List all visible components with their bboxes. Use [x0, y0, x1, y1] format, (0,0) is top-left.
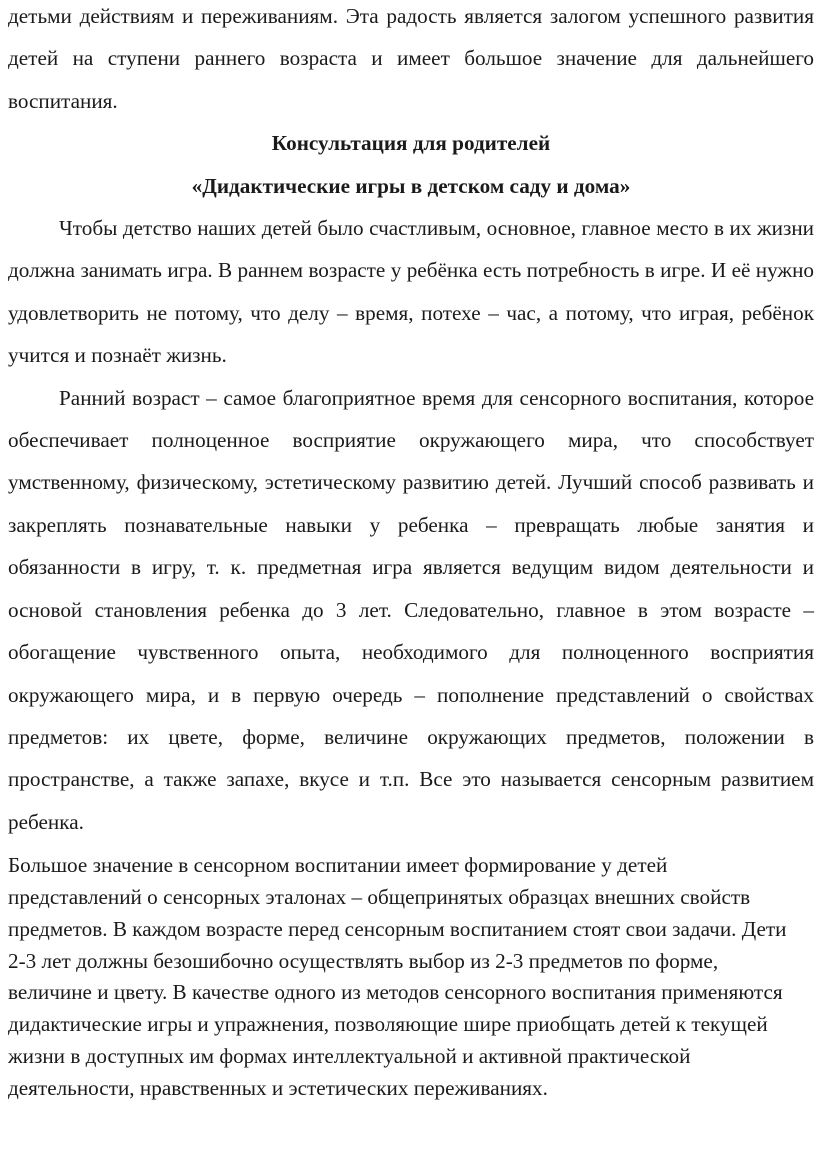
- consultation-title: Консультация для родителей: [271, 131, 551, 156]
- body-paragraph-3: Большое значение в сенсорном воспитании имеет формирование у детей представлений о сенсорных эталонах – общепринятых образцах внешних свойств предметов. В каждом возрасте перед сенсорным воспитанием стоят свои задачи. Дети 2-3 лет должны безошибочно осуществлять выбор из 2-3 предметов по форме, величине и цвету. В качестве одного из методов сенсорного воспитания применяются дидактические игры и упражнения, позволяющие шире приобщать детей к текущей жизни в доступных им формах интеллектуальной и активной практической деятельности, нравственных и эстетических переживаниях.: [8, 853, 787, 1100]
- document-page: [8, 0, 814, 1105]
- intro-paragraph-tail: детьми действиям и переживаниям. Эта радость является залогом успешного развития детей на ступени раннего возраста и имеет большое значение для дальнейшего воспитания.: [8, 4, 814, 113]
- consultation-subtitle: «Дидактические игры в детском саду и дома»: [191, 173, 631, 198]
- body-paragraph-2: Ранний возраст – самое благоприятное время для сенсорного воспитания, которое обеспечивает полноценное восприятие окружающего мира, что способствует умственному, физическому, эстетическому развитию детей. Лучший способ развивать и закреплять познавательные навыки у ребенка – превращать любые занятия и обязанности в игру, т. к. предметная игра является ведущим видом деятельности и основой становления ребенка до 3 лет. Следовательно, главное в этом возрасте – обогащение чувственного опыта, необходимого для полноценного восприятия окружающего мира, и в первую очередь – пополнение представлений о свойствах предметов: их цвете, форме, величине окружающих предметов, положении в пространстве, а также запахе, вкусе и т.п. Все это называется сенсорным развитием ребенка.: [8, 385, 814, 834]
- body-paragraph-1: Чтобы детство наших детей было счастливым, основное, главное место в их жизни должна занимать игра. В раннем возрасте у ребёнка есть потребность в игре. И её нужно удовлетворить не потому, что делу – время, потехе – час, а потому, что играя, ребёнок учится и познаёт жизнь.: [8, 216, 814, 368]
